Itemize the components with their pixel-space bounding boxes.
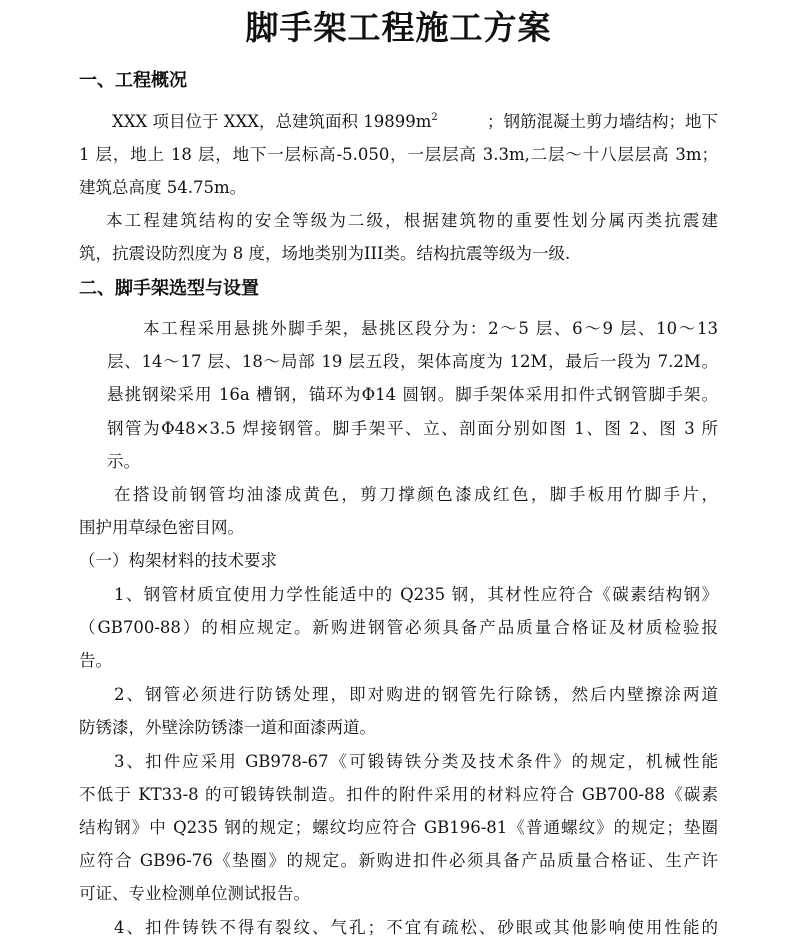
list-item-line: 告。	[79, 651, 112, 670]
list-item-line: 4、扣件铸铁不得有裂纹、气孔；不宜有疏松、砂眼或其他影响使用性能的	[114, 918, 718, 936]
paragraph-line: 示。	[107, 452, 140, 471]
section-heading-scaffold-selection: 二、脚手架选型与设置	[79, 278, 259, 299]
list-item-line: 应符合 GB96-76《垫圈》的规定。新购进扣件必须具备产品质量合格证、生产许	[79, 851, 718, 870]
paragraph-line: 钢管为Φ48×3.5 焊接钢管。脚手架平、立、剖面分别如图 1、图 2、图 3 所	[107, 419, 718, 438]
paragraph-line: 1 层，地上 18 层，地下一层标高-5.050，一层层高 3.3m,二层～十八层层高 3m；	[79, 145, 718, 164]
paragraph-line: 在搭设前钢管均油漆成黄色，剪刀撑颜色漆成红色，脚手板用竹脚手片，	[114, 485, 718, 504]
paragraph-line	[112, 110, 718, 134]
paragraph-line: 建筑总高度 54.75m。	[79, 178, 247, 197]
list-item-line: 不低于 KT33-8 的可锻铸铁制造。扣件的附件采用的材料应符合 GB700-88《碳素	[79, 785, 718, 804]
area-unit-superscript: 2	[431, 112, 438, 123]
paragraph-line: 本工程建筑结构的安全等级为二级，根据建筑物的重要性划分属丙类抗震建	[106, 211, 718, 230]
list-item-line: 3、扣件应采用 GB978-67《可锻铸铁分类及技术条件》的规定，机械性能	[114, 752, 718, 771]
list-item-line: 防锈漆，外壁涂防锈漆一道和面漆两道。	[79, 718, 376, 737]
project-intro-text: XXX 项目位于 XXX，总建筑面积 19899m	[112, 112, 432, 131]
project-intro-tail: ；钢筋混凝土剪力墙结构；地下	[487, 112, 718, 131]
paragraph-line: 悬挑钢梁采用 16a 槽钢，锚环为Φ14 圆钢。脚手架体采用扣件式钢管脚手架。	[107, 385, 718, 404]
paragraph-line: 筑，抗震设防烈度为 8 度，场地类别为III类。结构抗震等级为一级.	[79, 244, 571, 263]
paragraph-line: 层、14～17 层、18～局部 19 层五段，架体高度为 12M，最后一段为 7.2M。	[107, 352, 718, 371]
paragraph-line: 本工程采用悬挑外脚手架，悬挑区段分为：2～5 层、6～9 层、10～13	[143, 319, 718, 338]
subsection-heading-material-requirements: （一）构架材料的技术要求	[79, 551, 277, 570]
document-title: 脚手架工程施工方案	[245, 8, 552, 47]
paragraph-line: 围护用草绿色密目网。	[79, 518, 244, 537]
list-item-line: 结构钢》中 Q235 钢的规定；螺纹均应符合 GB196-81《普通螺纹》的规定；垫圈	[79, 818, 718, 837]
section-heading-overview: 一、工程概况	[79, 70, 187, 91]
list-item-line: 2、钢管必须进行防锈处理，即对购进的钢管先行除锈，然后内壁擦涂两道	[114, 685, 718, 704]
list-item-line: 1、钢管材质宜使用力学性能适中的 Q235 钢，其材性应符合《碳素结构钢》	[114, 585, 718, 604]
list-item-line: （GB700-88）的相应规定。新购进钢管必须具备产品质量合格证及材质检验报	[79, 618, 718, 637]
list-item-line: 可证、专业检测单位测试报告。	[79, 884, 310, 903]
